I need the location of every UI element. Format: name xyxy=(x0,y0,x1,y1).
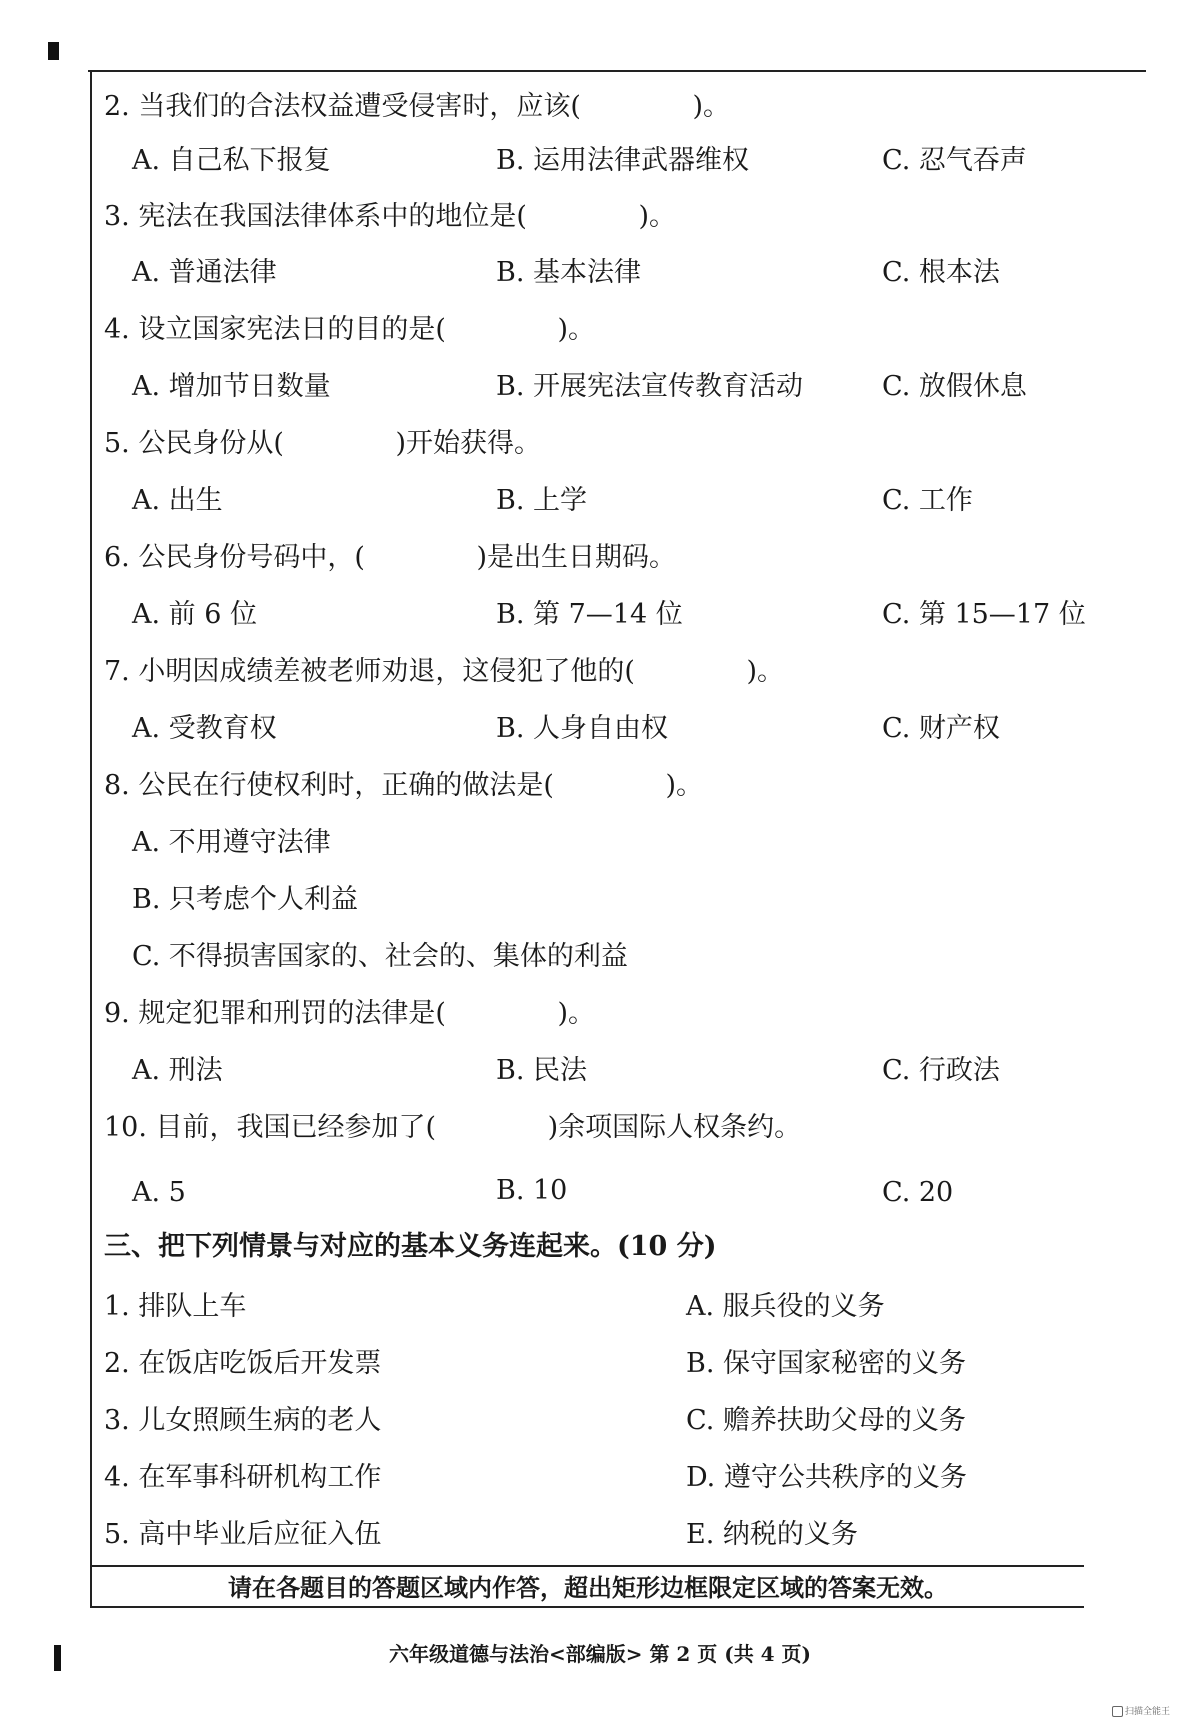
option-c: C. 第 15—17 位 xyxy=(882,599,1086,630)
scanner-watermark-text: 扫描全能王 xyxy=(1124,1707,1170,1717)
question-stem: 7. 小明因成绩差被老师劝退，这侵犯了他的( )。 xyxy=(104,656,784,687)
scanner-logo-icon xyxy=(1112,1706,1123,1717)
option-a: A. 5 xyxy=(132,1177,186,1208)
option-c: C. 20 xyxy=(882,1177,954,1208)
option-b: B. 上学 xyxy=(496,485,588,516)
option-b: B. 第 7—14 位 xyxy=(496,599,683,630)
match-right-item: C. 赡养扶助父母的义务 xyxy=(686,1405,966,1436)
match-left-item: 2. 在饭店吃饭后开发票 xyxy=(104,1348,382,1379)
option-c: C. 财产权 xyxy=(882,713,1000,744)
question-stem: 2. 当我们的合法权益遭受侵害时，应该( )。 xyxy=(104,91,730,122)
question-stem: 5. 公民身份从( )开始获得。 xyxy=(104,428,541,459)
option-b: B. 只考虑个人利益 xyxy=(132,884,359,915)
option-b: B. 基本法律 xyxy=(496,257,642,288)
question-stem: 6. 公民身份号码中，( )是出生日期码。 xyxy=(104,542,676,573)
question-stem: 3. 宪法在我国法律体系中的地位是( )。 xyxy=(104,201,676,232)
match-right-item: D. 遵守公共秩序的义务 xyxy=(686,1462,967,1493)
registration-mark-top xyxy=(48,42,59,60)
page-footer: 六年级道德与法治<部编版> 第 2 页 (共 4 页) xyxy=(388,1642,812,1666)
match-left-item: 4. 在军事科研机构工作 xyxy=(104,1462,382,1493)
option-c: C. 放假休息 xyxy=(882,371,1027,402)
option-a: A. 增加节日数量 xyxy=(132,371,331,402)
section-title: 三、把下列情景与对应的基本义务连起来。(10 分) xyxy=(104,1231,717,1262)
answer-area-notice: 请在各题目的答题区域内作答，超出矩形边框限定区域的答案无效。 xyxy=(228,1573,948,1602)
match-right-item: E. 纳税的义务 xyxy=(686,1519,858,1550)
question-stem: 8. 公民在行使权利时，正确的做法是( )。 xyxy=(104,770,703,801)
option-a: A. 前 6 位 xyxy=(132,599,258,630)
notice-rule xyxy=(92,1565,1084,1567)
option-a: A. 不用遵守法律 xyxy=(132,827,331,858)
match-right-item: A. 服兵役的义务 xyxy=(686,1291,885,1322)
option-a: A. 受教育权 xyxy=(132,713,277,744)
option-a: A. 普通法律 xyxy=(132,257,277,288)
question-stem: 9. 规定犯罪和刑罚的法律是( )。 xyxy=(104,998,595,1029)
option-c: C. 忍气吞声 xyxy=(882,145,1027,176)
question-stem: 4. 设立国家宪法日的目的是( )。 xyxy=(104,314,595,345)
option-b: B. 开展宪法宣传教育活动 xyxy=(496,371,804,402)
match-left-item: 5. 高中毕业后应征入伍 xyxy=(104,1519,382,1550)
option-b: B. 人身自由权 xyxy=(496,713,669,744)
question-stem: 10. 目前，我国已经参加了( )余项国际人权条约。 xyxy=(104,1112,802,1143)
option-a: A. 自己私下报复 xyxy=(132,145,331,176)
option-a: A. 刑法 xyxy=(132,1055,223,1086)
match-left-item: 3. 儿女照顾生病的老人 xyxy=(104,1405,382,1436)
option-c: C. 根本法 xyxy=(882,257,1000,288)
option-b: B. 运用法律武器维权 xyxy=(496,145,750,176)
option-b: B. 10 xyxy=(496,1175,568,1206)
scanner-watermark xyxy=(1112,1704,1170,1717)
option-c: C. 不得损害国家的、社会的、集体的利益 xyxy=(132,941,628,972)
match-left-item: 1. 排队上车 xyxy=(104,1291,247,1322)
match-right-item: B. 保守国家秘密的义务 xyxy=(686,1348,967,1379)
option-b: B. 民法 xyxy=(496,1055,588,1086)
option-c: C. 行政法 xyxy=(882,1055,1000,1086)
option-c: C. 工作 xyxy=(882,485,973,516)
option-a: A. 出生 xyxy=(132,485,223,516)
